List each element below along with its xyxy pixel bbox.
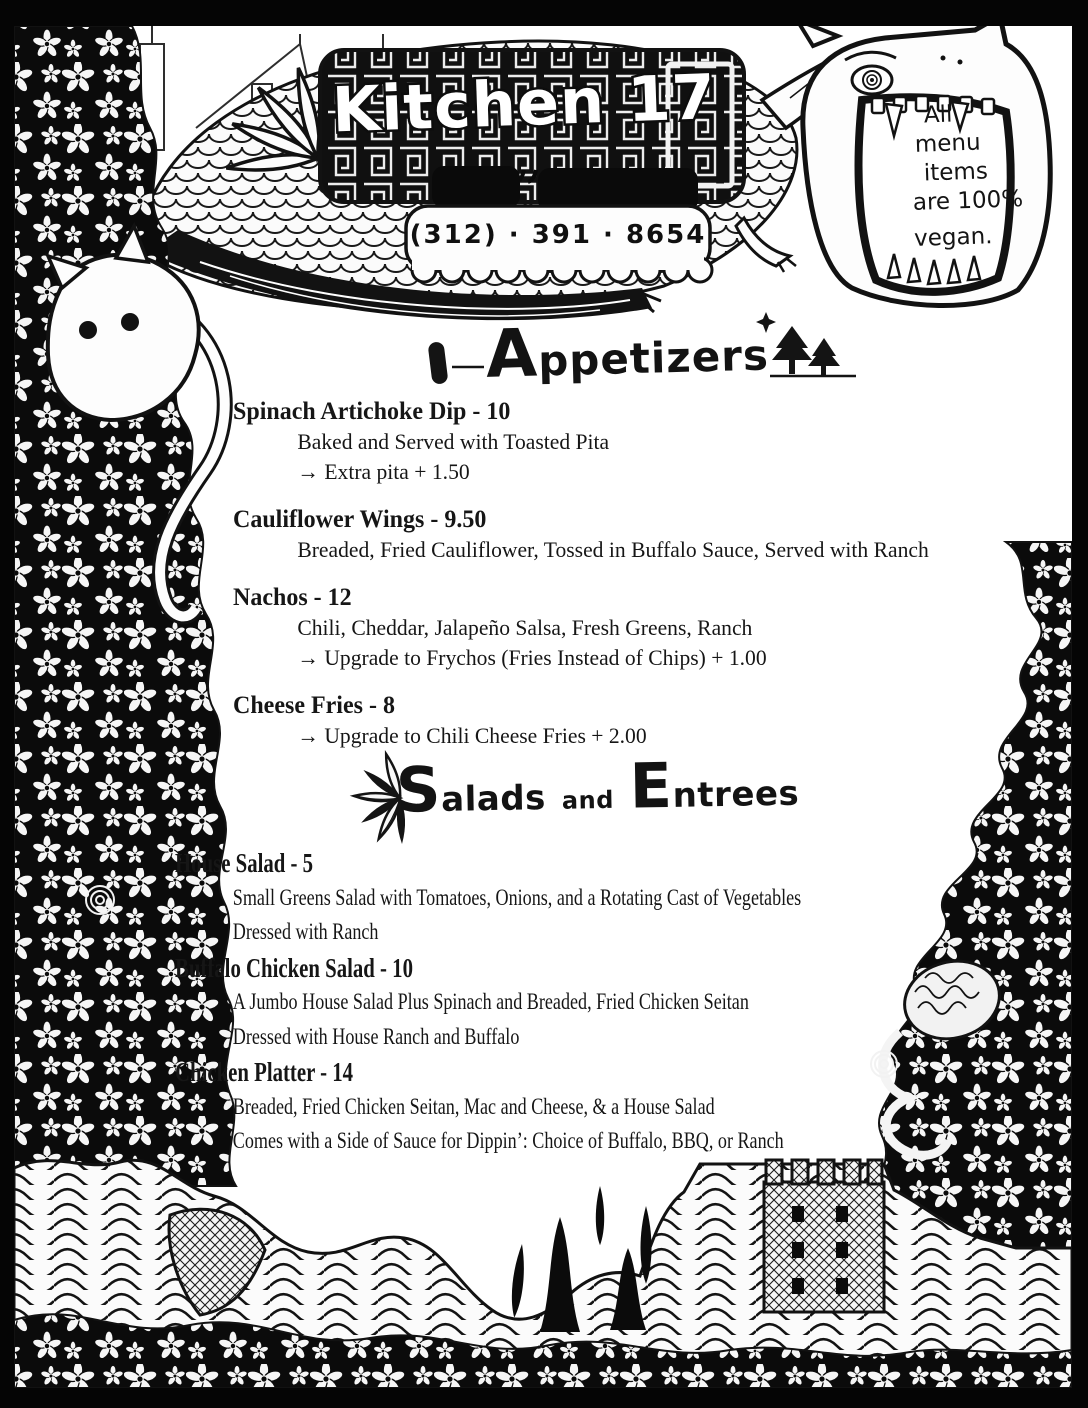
menu-item-addon: → Upgrade to Chili Cheese Fries + 2.00 <box>297 723 647 748</box>
vegan-note <box>909 98 1026 254</box>
menu-item-name-price: Nachos - 12 <box>233 584 352 611</box>
menu-item-description: Chili, Cheddar, Jalapeño Salsa, Fresh Greens, Ranch <box>297 615 753 640</box>
section-title-appetizers: Appetizers <box>484 314 770 393</box>
menu-item-description: Breaded, Fried Chicken Seitan, Mac and Cheese, & a House Salad <box>232 1093 715 1120</box>
menu-item-addon: → Extra pita + 1.50 <box>297 459 470 484</box>
menu-item-name-price: Buffalo Chicken Salad - 10 <box>175 952 413 983</box>
vegan-note-line: vegan. <box>913 223 993 252</box>
ink-blob-icon <box>428 341 449 385</box>
appetizers-list <box>233 397 1020 769</box>
menu-item <box>175 846 945 950</box>
menu-item-name-price: Cauliflower Wings - 9.50 <box>233 506 487 533</box>
restaurant-name: Kitchen 17 <box>330 60 718 147</box>
salads-entrees-list <box>175 846 945 1160</box>
menu-item-description: Breaded, Fried Cauliflower, Tossed in Buffalo Sauce, Served with Ranch <box>297 537 929 562</box>
menu-item-addon: → Upgrade to Frychos (Fries Instead of Chips) + 1.00 <box>297 645 767 670</box>
menu-item-description: Baked and Served with Toasted Pita <box>297 429 610 454</box>
menu-item-name-price: Cheese Fries - 8 <box>233 692 395 719</box>
vegan-note-line: items <box>923 158 989 187</box>
phone-number: (312) · 391 · 8654 <box>409 220 707 250</box>
menu-item <box>175 1055 945 1159</box>
menu-item <box>233 583 1020 673</box>
menu-item-description: Small Greens Salad with Tomatoes, Onions, and a Rotating Cast of Vegetables <box>232 884 802 911</box>
vegan-note-line: are 100% <box>912 186 1024 216</box>
menu-item-description: Comes with a Side of Sauce for Dippin’: Choice of Buffalo, BBQ, or Ranch <box>232 1128 784 1154</box>
menu-item <box>175 951 945 1055</box>
section-title-salads-entrees: Salads and Entrees <box>395 748 800 827</box>
vegan-note-line: All <box>923 101 953 129</box>
castle-illustration <box>764 1160 884 1312</box>
menu-item-name-price: House Salad - 5 <box>175 848 314 878</box>
menu-item <box>233 397 1020 487</box>
menu-item-name-price: Spinach Artichoke Dip - 10 <box>233 398 511 425</box>
menu-item-name-price: Chicken Platter - 14 <box>175 1057 354 1087</box>
menu-item <box>233 505 1020 565</box>
menu-item-description: Dressed with Ranch <box>232 919 379 945</box>
menu-item-description: A Jumbo House Salad Plus Spinach and Breaded, Fried Chicken Seitan <box>232 989 749 1015</box>
menu-item-description: Dressed with House Ranch and Buffalo <box>232 1023 520 1050</box>
vegan-note-line: menu <box>914 129 982 158</box>
menu-item <box>233 691 1020 751</box>
